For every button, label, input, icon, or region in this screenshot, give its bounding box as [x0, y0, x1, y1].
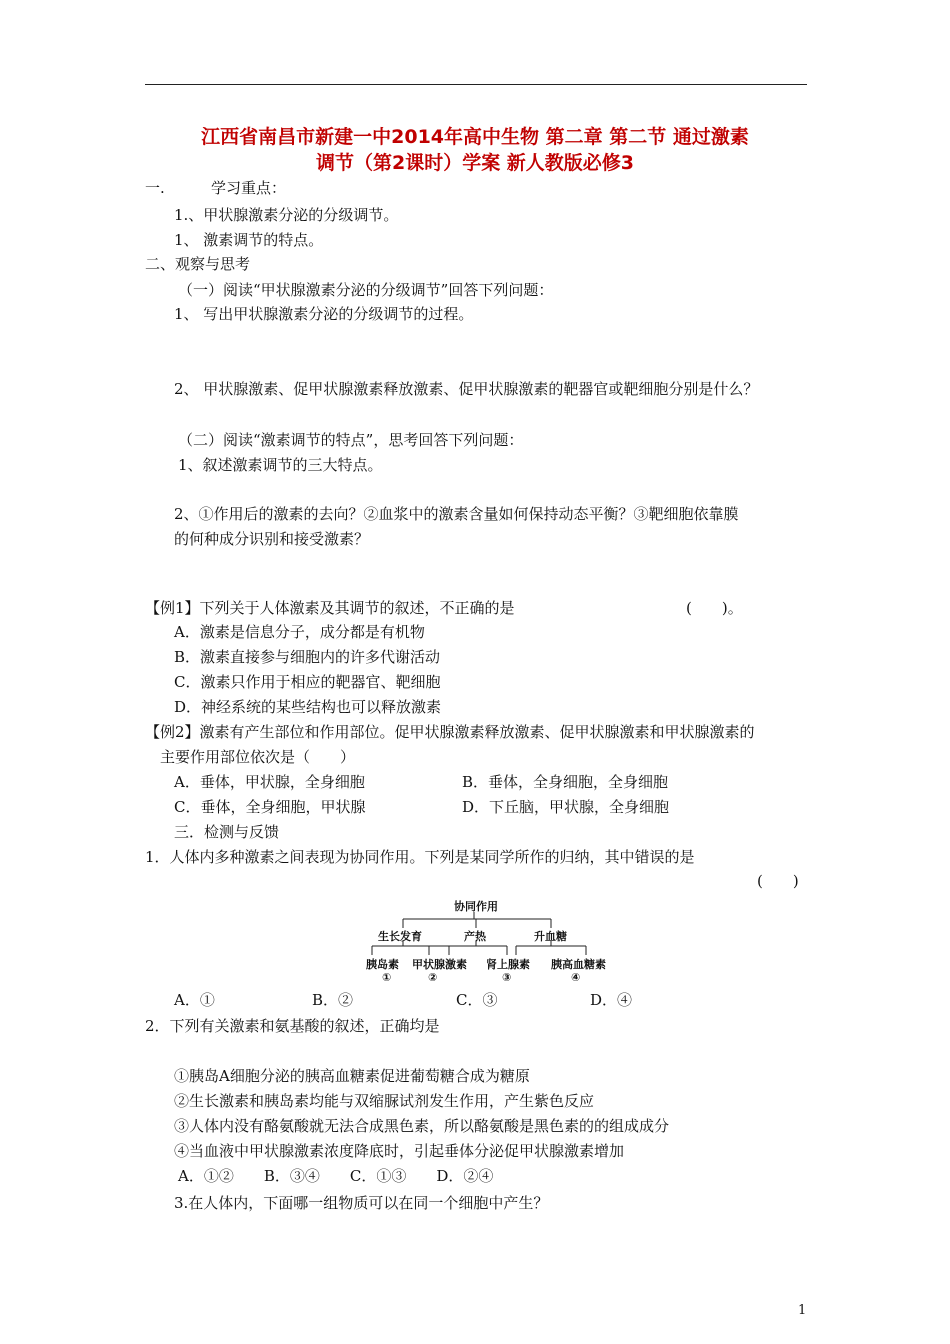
section3-q1-option-b: B．②: [312, 991, 354, 1009]
doc-title-line2: 调节（第2课时）学案 新人教版必修3: [315, 152, 635, 174]
diagram-leaf-adrenaline: 肾上腺素: [486, 958, 530, 971]
synergy-diagram: [366, 895, 616, 990]
example2-option-c: C．垂体，全身细胞，甲状腺: [174, 798, 366, 816]
section3-q1: 1．人体内多种激素之间表现为协同作用。下列是某同学所作的归纳，其中错误的是: [145, 848, 695, 866]
diagram-mark-4: ④: [571, 971, 581, 984]
example2-option-a: A．垂体，甲状腺，全身细胞: [174, 773, 365, 791]
section3-q1-option-d: D．④: [590, 991, 633, 1009]
section1-number: 一.: [145, 179, 165, 197]
section3-q3: 3.在人体内，下面哪一组物质可以在同一个细胞中产生？: [174, 1194, 549, 1212]
section2-q2: 2、 甲状腺激素、促甲状腺激素释放激素、促甲状腺激素的靶器官或靶细胞分别是什么？: [174, 380, 759, 398]
diagram-mark-3: ③: [502, 971, 512, 984]
page-number: 1: [798, 1303, 807, 1318]
example1-option-b: B．激素直接参与细胞内的许多代谢活动: [174, 648, 441, 666]
section2-q4-line2: 的何种成分识别和接受激素？: [174, 530, 370, 548]
example1-stem: 【例1】下列关于人体激素及其调节的叙述，不正确的是: [145, 599, 515, 617]
section3-q2-item1: ①胰岛A细胞分泌的胰高血糖素促进葡萄糖合成为糖原: [174, 1067, 530, 1085]
example2-stem-line2: 主要作用部位依次是（ ）: [160, 748, 356, 766]
section3-q1-blank: ( ): [757, 872, 799, 890]
diagram-group-heat: 产热: [464, 930, 486, 943]
example2-option-d: D．下丘脑，甲状腺，全身细胞: [462, 798, 670, 816]
section1-heading: 学习重点：: [211, 179, 287, 197]
section3-heading: 三．检测与反馈: [174, 823, 280, 841]
diagram-mark-2: ②: [428, 971, 438, 984]
section3-q2-item2: ②生长激素和胰岛素均能与双缩脲试剂发生作用，产生紫色反应: [174, 1092, 595, 1110]
section2-q4-line1: 2、①作用后的激素的去向？②血浆中的激素含量如何保持动态平衡？③靶细胞依靠膜: [174, 505, 739, 523]
section1-item1: 1.、甲状腺激素分泌的分级调节。: [174, 206, 399, 224]
diagram-group-glucose: 升血糖: [534, 930, 567, 943]
example1-option-c: C．激素只作用于相应的靶器官、靶细胞: [174, 673, 441, 691]
diagram-leaf-glucagon: 胰高血糖素: [551, 958, 606, 971]
section3-q1-option-a: A．①: [174, 991, 215, 1009]
section2-q3: 1、叙述激素调节的三大特点。: [178, 456, 383, 474]
example1-blank: ( )。: [686, 599, 743, 617]
section3-q2-item4: ④当血液中甲状腺激素浓度降底时，引起垂体分泌促甲状腺激素增加: [174, 1142, 625, 1160]
diagram-mark-1: ①: [382, 971, 392, 984]
header-rule: [145, 84, 807, 85]
diagram-group-growth: 生长发育: [378, 930, 422, 943]
diagram-leaf-thyroxine: 甲状腺激素: [412, 958, 467, 971]
section3-q1-option-c: C．③: [456, 991, 498, 1009]
example1-option-d: D．神经系统的某些结构也可以释放激素: [174, 698, 442, 716]
example2-option-b: B．垂体，全身细胞，全身细胞: [462, 773, 669, 791]
section2-part2: （二）阅读“激素调节的特点”，思考回答下列问题：: [178, 431, 524, 449]
example2-stem-line1: 【例2】激素有产生部位和作用部位。促甲状腺激素释放激素、促甲状腺激素和甲状腺激素的: [145, 723, 755, 741]
doc-title-line1: 江西省南昌市新建一中2014年高中生物 第二章 第二节 通过激素: [201, 126, 749, 148]
section2-q1: 1、 写出甲状腺激素分泌的分级调节的过程。: [174, 305, 474, 323]
section3-q2: 2．下列有关激素和氨基酸的叙述，正确均是: [145, 1017, 440, 1035]
section3-q2-options: A．①② B．③④ C．①③ D．②④: [178, 1167, 494, 1185]
section1-item2: 1、 激素调节的特点。: [174, 231, 324, 249]
diagram-leaf-insulin: 胰岛素: [366, 958, 399, 971]
example1-option-a: A．激素是信息分子，成分都是有机物: [174, 623, 425, 641]
section2-heading: 二、观察与思考: [145, 255, 251, 273]
section2-part1: （一）阅读“甲状腺激素分泌的分级调节”回答下列问题：: [178, 281, 554, 299]
diagram-root-label: 协同作用: [454, 900, 498, 913]
section3-q2-item3: ③人体内没有酪氨酸就无法合成黑色素，所以酪氨酸是黑色素的的组成成分: [174, 1117, 670, 1135]
